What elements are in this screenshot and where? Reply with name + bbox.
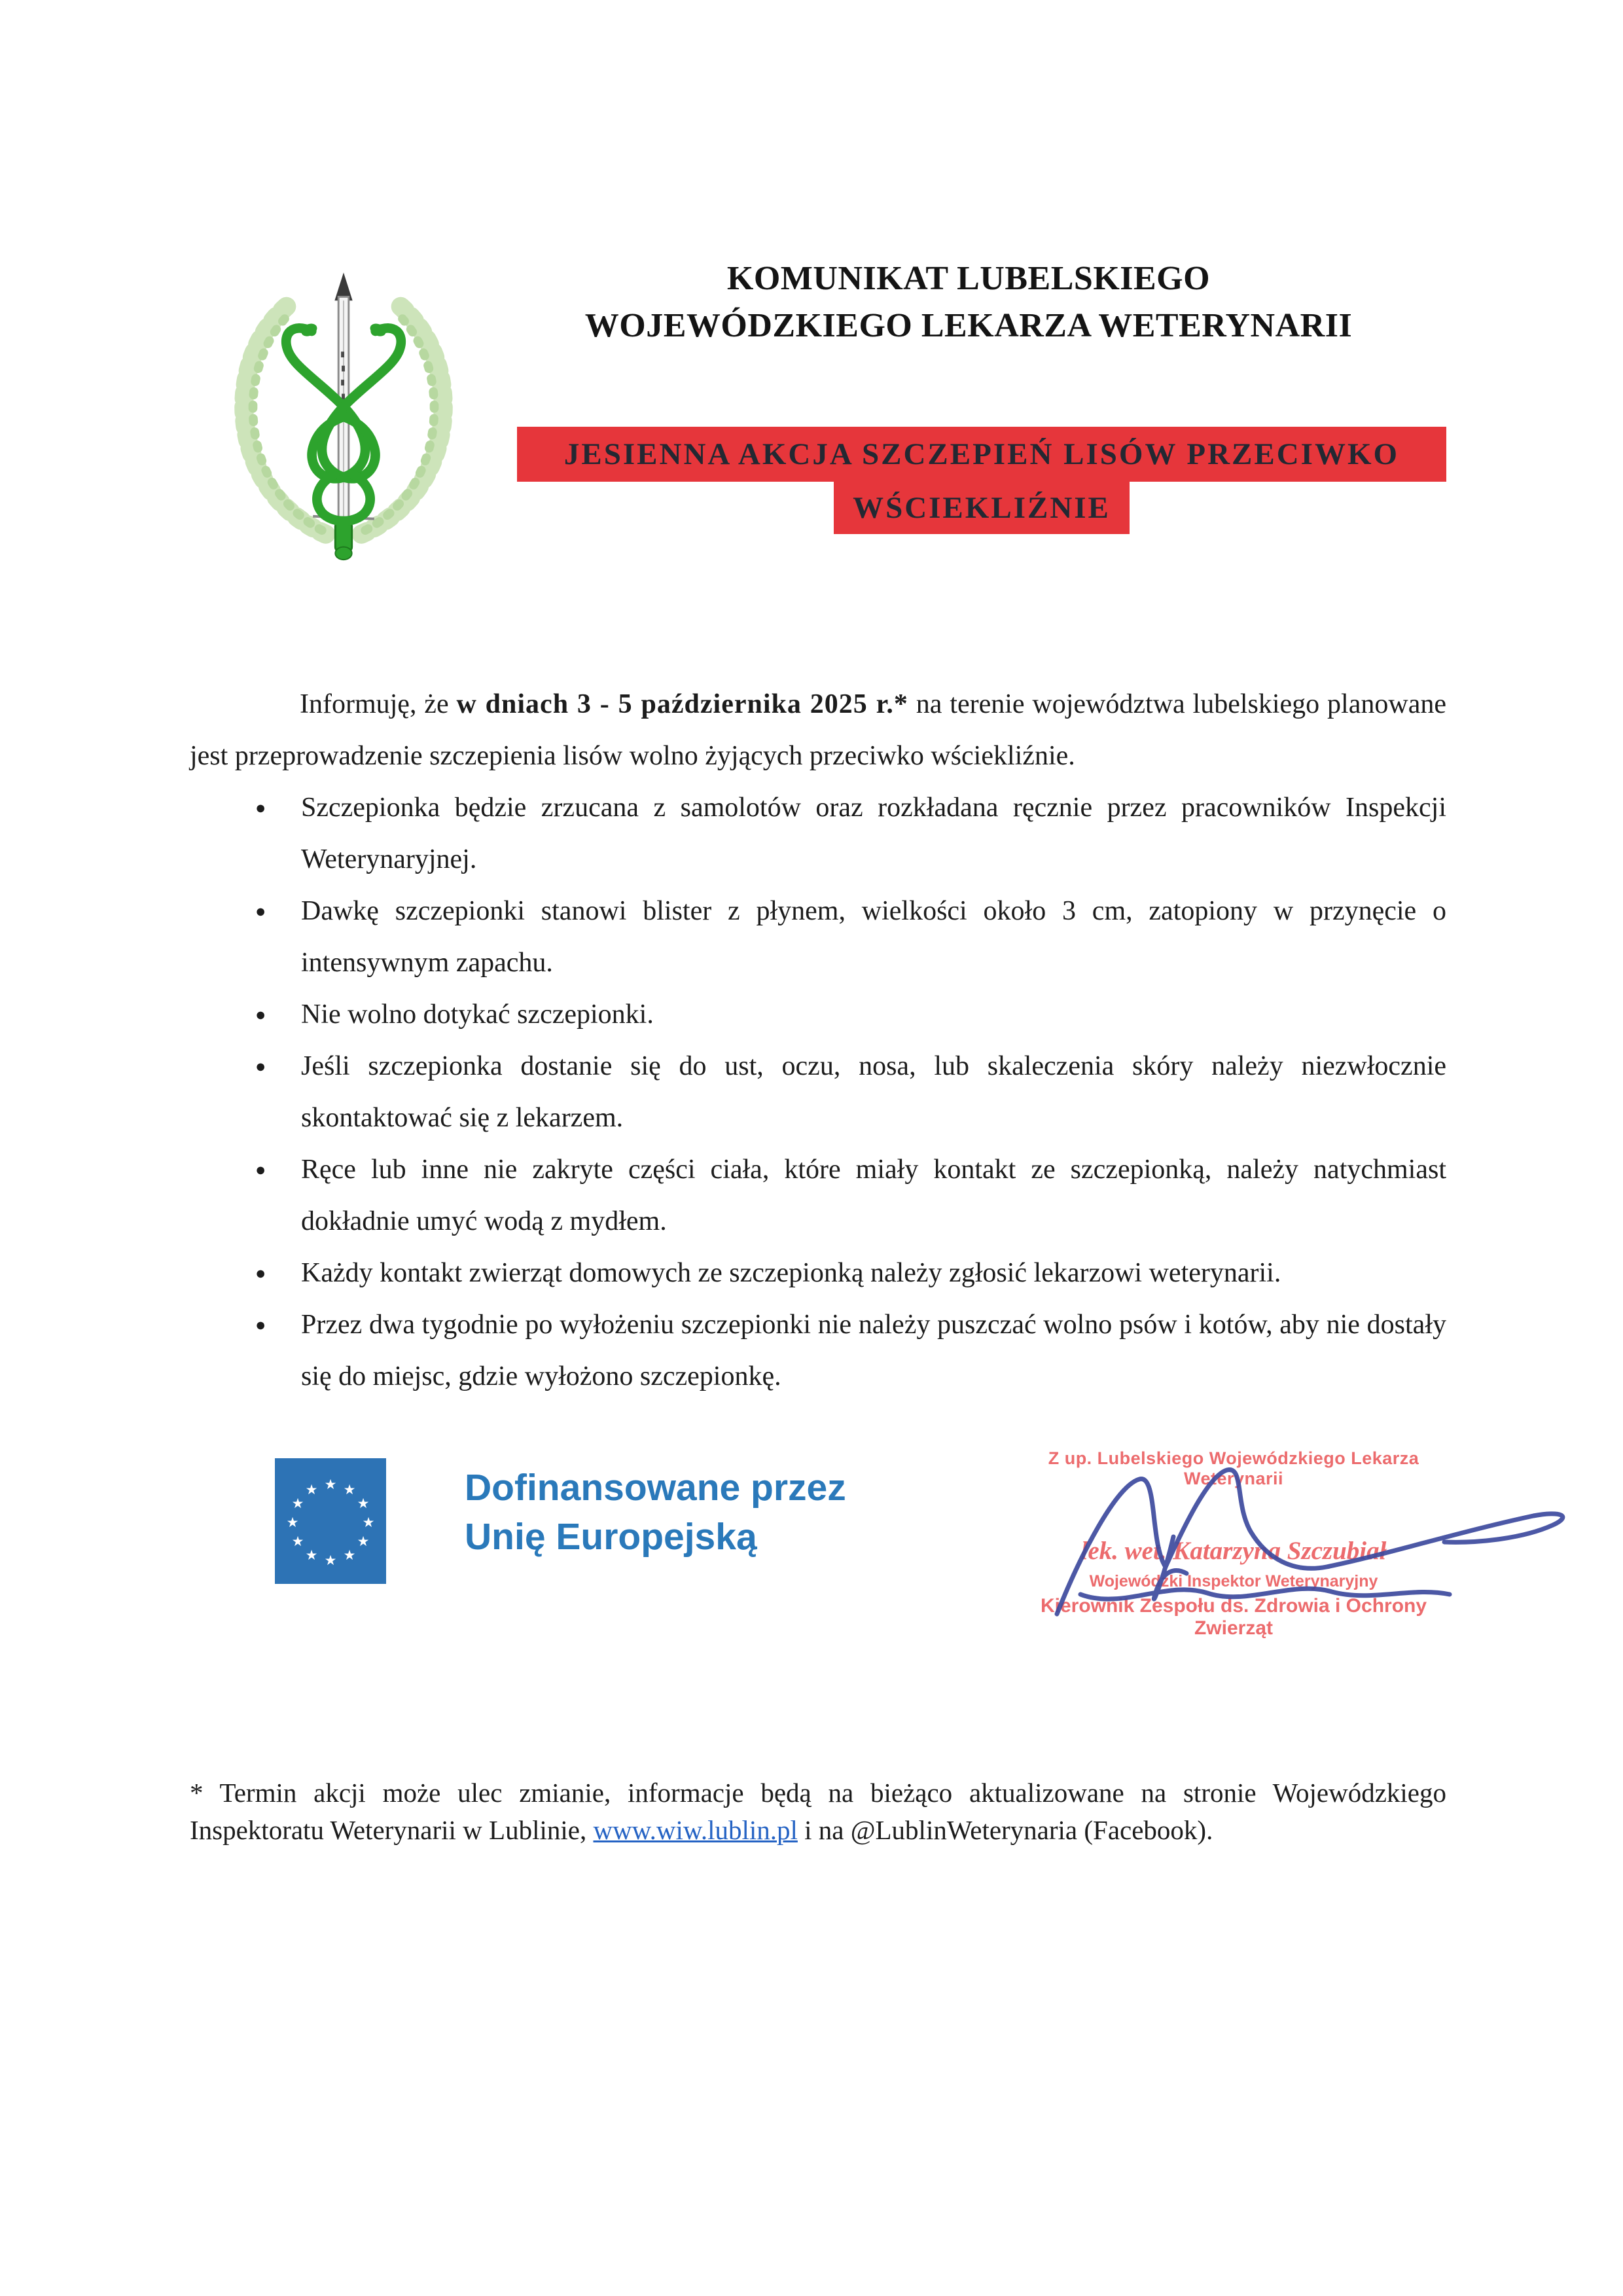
svg-text:★: ★ xyxy=(343,1547,356,1563)
eu-funding-label xyxy=(465,1458,846,1562)
header-right-column xyxy=(491,255,1446,566)
intro-prefix: Informuję, że xyxy=(300,689,457,719)
footnote-text-2: i na @LublinWeterynaria (Facebook). xyxy=(797,1815,1213,1845)
eu-flag-icon xyxy=(275,1458,386,1584)
bullet-item: ● Dawkę szczepionki stanowi blister z płynem, wielkości około 3 cm, zatopiony w przynęcie o intensywnym zapachu. xyxy=(190,886,1446,989)
eu-funding-line-1: Dofinansowane przez xyxy=(465,1467,846,1509)
svg-text:★: ★ xyxy=(357,1496,370,1511)
stamp-line-3: Wojewódzki Inspektor Weterynaryjny xyxy=(1089,1572,1378,1590)
bullet-item: ● Przez dwa tygodnie po wyłożeniu szczepionki nie należy puszczać wolno psów i kotów, aby nie dostały się do miejsc, gdzie wyłożono szczepionkę. xyxy=(190,1299,1446,1403)
banner-line-2: WŚCIEKLIŹNIE xyxy=(834,482,1130,534)
document-body xyxy=(190,679,1446,1403)
footnote-link[interactable]: www.wiw.lublin.pl xyxy=(593,1815,798,1845)
svg-text:★: ★ xyxy=(291,1534,304,1549)
intro-suffix: na terenie województwa lubelskiego planowane jest przeprowadzenie szczepienia lisów wolno żyjących przeciwko wściekliźnie. xyxy=(190,689,1446,771)
bullet-item: ● Jeśli szczepionka dostanie się do ust, oczu, nosa, lub skaleczenia skóry należy niezwłocznie skontaktować się z lekarzem. xyxy=(190,1041,1446,1144)
footnote-text-1: * Termin akcji może ulec zmianie, informacje będą na bieżąco aktualizowane na stronie Wojewódzkiego Inspektoratu Weterynarii w Lublinie, xyxy=(190,1778,1446,1845)
footer-row xyxy=(190,1448,1446,1664)
eu-funding-block xyxy=(275,1458,846,1584)
bullet-list xyxy=(190,782,1446,1403)
banner-line-1: JESIENNA AKCJA SZCZEPIEŃ LISÓW PRZECIWKO xyxy=(517,427,1446,482)
intro-paragraph xyxy=(190,679,1446,782)
svg-text:★: ★ xyxy=(362,1515,375,1530)
svg-text:★: ★ xyxy=(357,1534,370,1549)
bullet-item: ● Szczepionka będzie zrzucana z samolotów oraz rozkładana ręcznie przez pracowników Inspekcji Weterynaryjnej. xyxy=(190,782,1446,886)
title-line-2: WOJEWÓDZKIEGO LEKARZA WETERYNARII xyxy=(584,307,1353,344)
signature-stamp xyxy=(1021,1448,1446,1640)
bullet-item: ● Nie wolno dotykać szczepionki. xyxy=(190,989,1446,1041)
stamp-line-1: Z up. Lubelskiego Wojewódzkiego Lekarza Weterynarii xyxy=(1048,1448,1419,1488)
bullet-item: ● Ręce lub inne nie zakryte części ciała, które miały kontakt ze szczepionką, należy natychmiast dokładnie umyć wodą z mydłem. xyxy=(190,1144,1446,1247)
svg-text:★: ★ xyxy=(343,1482,356,1498)
alert-banner xyxy=(517,427,1446,534)
veterinary-caduceus-icon xyxy=(216,255,471,566)
intro-dates-bold: w dniach 3 - 5 października 2025 r.* xyxy=(456,689,908,719)
svg-text:★: ★ xyxy=(324,1477,337,1492)
svg-text:★: ★ xyxy=(324,1552,337,1568)
veterinary-caduceus-svg xyxy=(216,255,471,563)
svg-text:★: ★ xyxy=(286,1515,299,1530)
footnote xyxy=(190,1774,1446,1849)
svg-text:★: ★ xyxy=(291,1496,304,1511)
svg-text:★: ★ xyxy=(305,1547,318,1563)
bullet-item: ● Każdy kontakt zwierząt domowych ze szczepionką należy zgłosić lekarzowi weterynarii. xyxy=(190,1247,1446,1299)
header xyxy=(216,255,1446,566)
title-line-1: KOMUNIKAT LUBELSKIEGO xyxy=(726,260,1211,297)
eu-funding-line-2: Unię Europejską xyxy=(465,1516,757,1558)
svg-text:★: ★ xyxy=(305,1482,318,1498)
page-title xyxy=(491,255,1446,350)
stamp-line-2: lek. wet. Katarzyna Szczubiał xyxy=(1080,1537,1387,1565)
stamp-line-4: Kierownik Zespołu ds. Zdrowia i Ochrony Zwierząt xyxy=(1040,1595,1427,1639)
